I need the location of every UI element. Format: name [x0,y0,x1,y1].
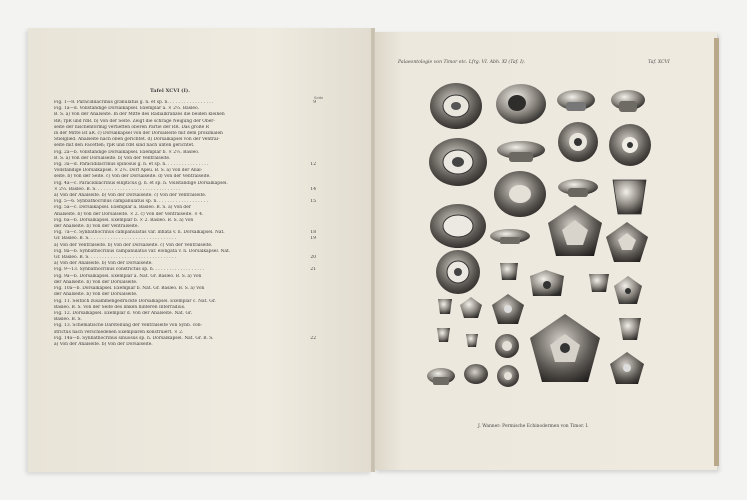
fossil-specimen [610,352,644,384]
caption-line-text: Fig. 1a—d. Vollständige Dorsalkapsel. Exemplar a. × 2⅓. Basleo. [54,106,199,112]
fossil-specimen [466,334,478,347]
seite-column-label: Seite [314,96,324,100]
fossil-specimen [530,314,600,382]
caption-line-text: Fig. 9a—b. Dorsalkapsel. Exemplar a. Nat. Gr. Basleo. B. S. a) Von [54,273,202,279]
caption-line-text: Fig. 12. Dorsalkapsel. Exemplar d. Von der Analseite. Nat. Gr. [54,310,192,316]
caption-line-text: der Analseite. b) Von der Ventralseite. [54,224,139,230]
caption-line-text: Fig. 5a—c. Dorsalkapsel. Exemplar a. Basleo. B. S. a) Von der [54,205,191,211]
caption-line-text: Fig. 8a—b. Synbathocrinus campanulatus var. elongata v. n. Dorsalkapsel. Nat. [54,248,231,254]
fossil-specimen [436,250,480,294]
fossil-specimen [548,205,602,256]
caption-line-text: Basleo. B. S. Von der Seite des linken hinteren Interradius. [54,304,186,310]
caption-line-text: Gr. Basleo. B. S. . . . . . . . . . . . . . . . . . . . . . . . . . . . . . . . [54,255,177,261]
caption-line-text: Fig. 11. Seitlich zusammengedrückte Dorsalkapsel. Exemplar c. Nat. Gr. [54,298,216,304]
caption-line-text: Gr. Basleo. B. S. . . . . . . . . . . . . . . . . . . . . . . . . . . . . . . . [54,236,177,242]
caption-line-text: Fig. 6a—b. Dorsalkapsel. Exemplar b. × 2. Basleo. B. S. a) Von [54,217,194,223]
fossil-specimen [430,83,482,129]
caption-line-text: seite der nischenförmig vertieften oberen Partie der RR. Das große R [54,124,209,130]
caption-line-text: Stielglied. Analseite nach oben gerichtet. d) Dorsalkapsel von der Ventral- [54,137,220,143]
caption-line-text: Basleo. B. S. [54,317,82,323]
fossil-specimen [589,274,609,292]
plate-footer: J. Wanner: Permische Echinodermen von Timor. I. [478,424,589,429]
caption-line-text: Fig. 14a—b. Synbathocrinus sinuosus sp. n. Dorsalkapsel. Nat. Gr. B. S. [54,335,214,341]
fossil-specimen [530,270,564,296]
caption-line-text: Fig. 5—6. Synbathocrinus campanulatus sp. n. . . . . . . . . . . . . . . . . . . [54,199,208,205]
caption-line-text: Fig. 10a—b. Dorsalkapsel. Exemplar b. Nat. Gr. Basleo. B. S. a) Von [54,286,205,292]
caption-line-text: seite mit den Facetten; rpR und rdR sind nach unten gerichtet. [54,143,195,149]
caption-line-text: in der Mitte ist aR. c) Dorsalkapsel von der Dorsalseite mit dem proximalen [54,131,223,137]
fossil-specimen [437,328,450,342]
caption-page-number: 20 [310,255,316,261]
fossil-specimen [558,179,598,197]
plate-header: Palaeontologie von Timor etc. Lfrg. VI. Abh. XI (Taf. I). [398,60,526,65]
fossil-specimen [614,276,642,304]
fossil-specimen [429,138,487,186]
fossil-specimen [613,180,646,214]
fossil-specimen [492,294,524,324]
fossil-specimen [430,204,486,248]
fossil-specimen [495,334,519,358]
caption-line-text: a) Von der Analseite. b) Von der Dorsalseite. [54,261,153,267]
caption-line-text: Fig. 7a—c. Synbathocrinus campanulatus var. inflata v. n. Dorsalkapsel. Nat. [54,230,225,236]
caption-line-text: seite. b) Von der Seite. c) Von der Dorsalseite. d) Von der Ventralseite. [54,174,211,180]
caption-page-number: 15 [310,199,316,205]
caption-line-text: Vollständige Dorsalkapsel. × 2⅓. Dorf Apeu. B. S. a) Von der Anal- [54,168,203,174]
fossil-specimen [497,141,545,162]
caption-line-text: strictus nach verschiedenen Exemplaren konstruiert. × 2. [54,329,184,335]
caption-page-number: 22 [310,335,316,341]
fossil-specimen [464,364,488,384]
caption-line-text: der Analseite. b) Von der Dorsalseite. [54,279,138,285]
plate-caption-title: Tafel XCVI (I). [150,88,190,94]
fossil-specimen [460,297,482,318]
caption-page-number: 19 [310,236,316,242]
caption-line-text: a) Von der Analseite. b) Von der Dorsalseite. [54,341,153,347]
caption-line-text: der Analseite. b) Von der Dorsalseite. [54,292,138,298]
fossil-specimen [619,318,641,340]
caption-page-number: 14 [310,186,316,192]
plate-number: Taf. XCVI [648,60,670,65]
fossil-specimen [609,124,651,166]
caption-page-number: 12 [310,162,316,168]
caption-line-text: Fig. 4a—c. Paracidilacrinus ellipticus g. n. et sp. n. Vollständige Dorsalkapsel. [54,180,228,186]
caption-line-text: B. S. a) Von der Dorsalseite. b) Von der Ventralseite. [54,155,171,161]
caption-page-number: 9 [313,100,316,105]
fossil-specimen [606,222,648,262]
fossil-specimen [438,299,452,314]
caption-line-text: Fig. 13. Schematische Darstellung der Ventralseite von Synb. con- [54,323,203,329]
caption-line-text: a) Von der Analseite. b) Von der Dorsalseite. c) Von der Ventralseite. [54,193,207,199]
caption-line-text: Fig. 9—13. Synbathocrinus constrictus sp. n. . . . . . . . . . . . . . . . . . . [54,267,205,273]
fossil-specimen [558,122,598,162]
fossil-specimen [427,368,455,385]
fossil-specimen [497,365,519,387]
fossil-specimen [500,263,518,280]
fossil-specimen [494,171,546,217]
fossil-specimen [496,84,546,124]
caption-line-text: Fig. 2a—b. Vollständige Dorsalkapsel. Exemplar b. × 2⅓. Basleo. [54,149,200,155]
caption-line-text: B. S. a) Von der Analseite. In der Mitte des Radialkranzes die beiden kleinen [54,112,225,118]
caption-line-text: Fig. 1—8. Paracidilacrinus granulatus g. n. et sp. n. . . . . . . . . . . . . . . . . [54,100,214,105]
fossil-specimen [490,229,530,244]
fossil-specimen [611,90,645,112]
caption-line-text: Analseite. b) Von der Dorsalseite. × 2. c) Von der Ventralseite. × 4. [54,211,204,217]
caption-line-text: × 2⅓. Basleo. B. S. . . . . . . . . . . . . . . . . . . . . . . . . . . . . . . [54,186,181,192]
caption-line-text: a) Von der Ventralseite. b) Von der Dorsalseite. c) Von der Ventralseite. [54,242,213,248]
fossil-specimen [557,90,595,111]
caption-page-number: 18 [310,230,316,236]
caption-line-text: Fig. 3a—d. Paracidilacrinus spinosus g. n. et sp. n. . . . . . . . . . . . . . . . [54,162,209,168]
caption-page-number: 21 [310,267,316,273]
caption-line-text: RR; rpR und rdR. b) Von der Seite. Zeigt die schräge Neigung der Ober- [54,118,215,124]
